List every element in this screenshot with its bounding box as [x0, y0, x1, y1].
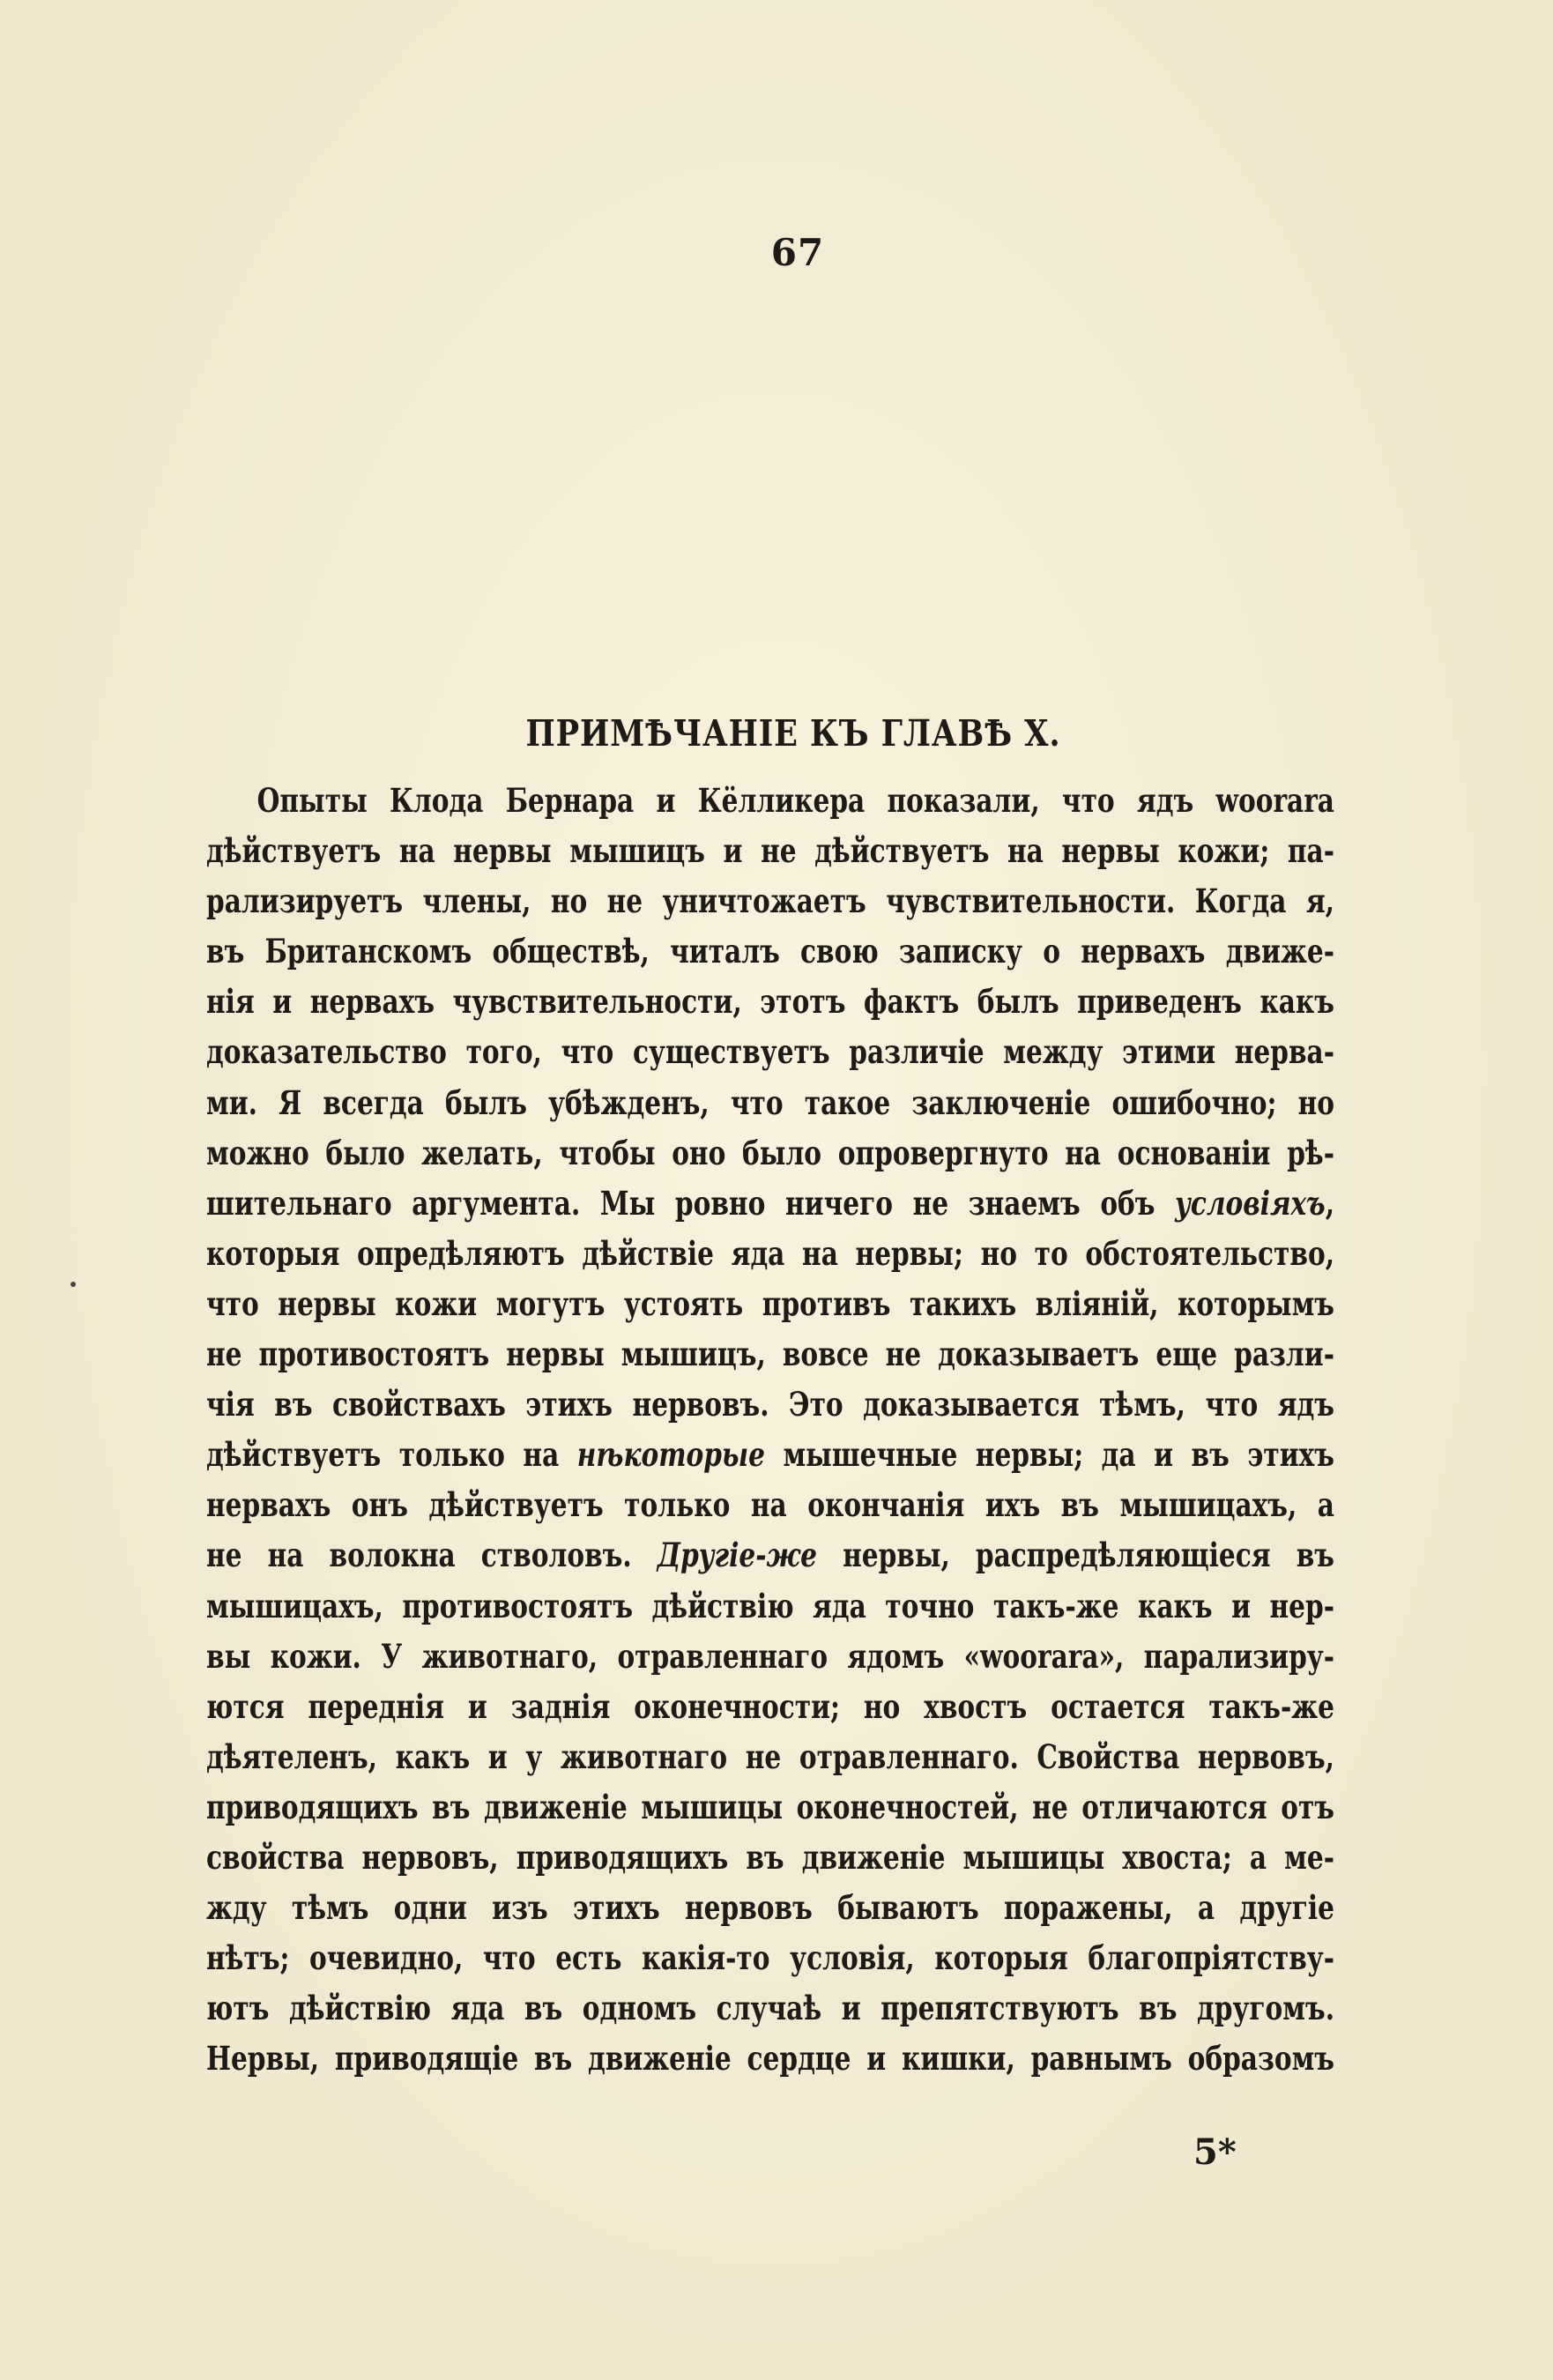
- text-line: [206, 1329, 1334, 1380]
- text-segment: которыя опредѣляютъ дѣйствіе яда на нервы; но то обстоятельство,: [206, 1233, 1334, 1273]
- printer-signature-mark: 5*: [1193, 2131, 1237, 2173]
- text-line: [206, 1833, 1334, 1883]
- text-line: [206, 876, 1334, 926]
- text-segment: нервахъ онъ дѣйствуетъ только на окончанія ихъ въ мышицахъ, а: [206, 1485, 1334, 1525]
- text-line: [206, 1027, 1334, 1077]
- text-segment: ми. Я всегда былъ убѣжденъ, что такое заключеніе ошибочно; но: [206, 1082, 1334, 1122]
- text-segment: нѣтъ; очевидно, что есть какія-то условія, которыя благопріятству-: [206, 1938, 1334, 1978]
- text-segment: дѣятеленъ, какъ и у животнаго не отравленнаго. Свойства нервовъ,: [206, 1737, 1334, 1776]
- paper-speck: [71, 1282, 76, 1287]
- text-segment: не противостоятъ нервы мышицъ, вовсе не доказываетъ еще разли-: [206, 1335, 1334, 1374]
- text-line: [206, 1581, 1334, 1632]
- text-segment: дѣйствуетъ только на: [206, 1435, 577, 1475]
- text-line: [206, 1782, 1334, 1833]
- text-segment: нія и нервахъ чувствительности, этотъ фактъ былъ приведенъ какъ: [206, 982, 1334, 1022]
- text-line: [206, 1128, 1334, 1179]
- text-segment: вы кожи. У животнаго, отравленнаго ядомъ «woorara», парализиру-: [206, 1636, 1334, 1676]
- text-segment: нервы, распредѣляющіеся въ: [816, 1536, 1335, 1575]
- text-line: [206, 1530, 1334, 1580]
- text-line: [206, 1279, 1334, 1329]
- text-line: [206, 1480, 1334, 1530]
- text-segment: Опыты Клода Бернара и Кёлликера показали, что ядъ woorara: [256, 781, 1335, 820]
- emphasized-word: нѣкоторые: [576, 1435, 765, 1475]
- text-segment: ются переднія и заднія оконечности; но хвостъ остается такъ-же: [206, 1686, 1334, 1726]
- text-line: [206, 1078, 1334, 1128]
- text-line: [206, 776, 1334, 826]
- text-segment: шительнаго аргумента. Мы ровно ничего не знаемъ объ: [206, 1183, 1176, 1223]
- text-line: [206, 977, 1334, 1027]
- emphasized-word: Другіе-же: [657, 1536, 817, 1575]
- note-heading: ПРИМѢЧАНІЕ КЪ ГЛАВѢ X.: [525, 712, 1061, 755]
- text-segment: приводящихъ въ движеніе мышицы оконечностей, не отличаются отъ: [206, 1787, 1334, 1826]
- text-segment: можно было желать, чтобы оно было опровергнуто на основаніи рѣ-: [206, 1133, 1334, 1172]
- text-line: [206, 826, 1334, 876]
- text-line: [206, 1883, 1334, 1933]
- text-segment: мышечные нервы; да и въ этихъ: [764, 1435, 1334, 1475]
- text-segment: доказательство того, что существуетъ различіе между этими нерва-: [206, 1032, 1334, 1072]
- text-segment: жду тѣмъ одни изъ этихъ нервовъ бываютъ поражены, а другіе: [206, 1888, 1334, 1928]
- text-line: [206, 2034, 1334, 2084]
- text-segment: рализируетъ члены, но не уничтожаетъ чувствительности. Когда я,: [206, 881, 1334, 921]
- page-number: 67: [770, 231, 825, 274]
- text-line: [206, 1430, 1334, 1480]
- text-segment: ютъ дѣйствію яда въ одномъ случаѣ и препятствуютъ въ другомъ.: [206, 1989, 1334, 2028]
- text-segment: что нервы кожи могутъ устоять противъ такихъ вліяній, которымъ: [206, 1283, 1334, 1323]
- text-line: [206, 1983, 1334, 2034]
- text-segment: свойства нервовъ, приводящихъ въ движеніе мышицы хвоста; а ме-: [206, 1837, 1334, 1877]
- text-segment: мышицахъ, противостоятъ дѣйствію яда точно такъ-же какъ и нер-: [206, 1586, 1334, 1625]
- text-line: [206, 1179, 1334, 1229]
- text-line: [206, 1380, 1334, 1430]
- text-line: [206, 1229, 1334, 1279]
- text-line: [206, 1933, 1334, 1983]
- emphasized-word: условіяхъ: [1175, 1183, 1326, 1223]
- text-line: [206, 1732, 1334, 1782]
- text-segment: въ Британскомъ обществѣ, читалъ свою записку о нервахъ движе-: [206, 932, 1334, 971]
- text-line: [206, 1682, 1334, 1732]
- text-segment: чія въ свойствахъ этихъ нервовъ. Это доказывается тѣмъ, что ядъ: [206, 1385, 1334, 1424]
- text-segment: не на волокна стволовъ.: [206, 1536, 658, 1575]
- text-segment: дѣйствуетъ на нервы мышицъ и не дѣйствуетъ на нервы кожи; па-: [206, 831, 1334, 871]
- note-body-text: [206, 776, 1334, 2084]
- text-segment: Нервы, приводящіе въ движеніе сердце и кишки, равнымъ образомъ: [206, 2039, 1334, 2079]
- text-line: [206, 926, 1334, 977]
- text-line: [206, 1632, 1334, 1682]
- text-segment: ,: [1325, 1183, 1334, 1223]
